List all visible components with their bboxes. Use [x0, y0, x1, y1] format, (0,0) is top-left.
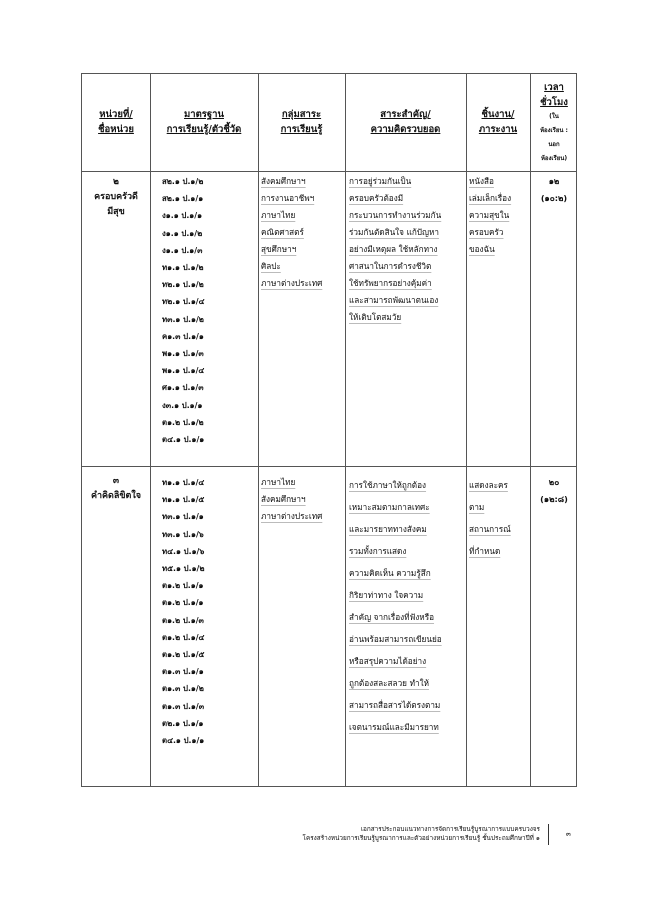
footer-line: โครงสร้างหน่วยการเรียนรู้บูรณาการและตัวอย่างหน่วยการเรียนรู้ ชั้นประถมศึกษาปีที่ ๑ [302, 834, 540, 842]
column-divider [258, 74, 259, 786]
subject: ภาษาต่างประเทศ [261, 511, 323, 521]
header-divider [82, 171, 576, 172]
indicator: ต๑.๒ ป.๑/๒ [162, 417, 204, 427]
indicator: ต๑.๒ ป.๑/๑ [162, 581, 204, 591]
indicator: ท๕.๑ ป.๑/๒ [162, 564, 205, 574]
unit-number: ๓ [112, 476, 120, 486]
task-text: หนังสือ เล่มเล็กเรื่อง ความสุขใน ครอบครัว ของฉัน [469, 176, 512, 254]
indicator: ต๑.๓ ป.๑/๑ [162, 667, 204, 677]
header-time-sub: (ใน ห้องเรียน : นอก ห้องเรียน) [540, 113, 568, 162]
unit-name: คำคิดลิขิตใจ [90, 491, 142, 501]
subject-list [261, 173, 322, 292]
indicator: ต๑.๒ ป.๑/๓ [162, 615, 204, 625]
indicator: ท๑.๑ ป.๑/๒ [162, 263, 204, 273]
curriculum-table [81, 73, 577, 787]
indicator: ท๑.๑ ป.๑/๔ [162, 478, 205, 487]
essence-text: การอยู่ร่วมกันเป็น ครอบครัวต้องมี กระบวนการทำงานร่วมกัน ร่วมกันตัดสินใจ แก้ปัญหา อย่างมีเหตุผล ใช้หลักทาง ศาสนาในการดำรงชีวิต ใช้ทรัพยากรอย่างคุ้มค่า และสามารถพัฒนาตนเอง ให้เติบโตสมวัย [349, 176, 442, 322]
indicator: ง๑.๑ ป.๑/๑ [162, 211, 203, 221]
indicator: ต๑.๓ ป.๑/๒ [162, 684, 204, 694]
row-divider [82, 466, 576, 467]
header-task: ชิ้นงาน/ ภาระงาน [478, 109, 518, 135]
essence-text: การใช้ภาษาให้ถูกต้อง เหมาะสมตามกาลเทศะ และมารยาททางสังคม รวมทั้งการแสดง ความคิดเห็น ความรู้สึก กิริยาท่าทาง ใจความ สำคัญ จากเรื่องที่ฟังหรือ อ่านพร้อมสามารถเขียนย่อ หรือสรุปความได้อย่าง ถูกต้องสละสลวย ทำให้ สามารถสื่อสารได้ตรงตาม เจตนารมณ์และมีมารยาท [349, 480, 442, 732]
header-essence: สาระสำคัญ/ ความคิดรวบยอด [370, 109, 441, 135]
indicator: ต๑.๒ ป.๑/๑ [162, 598, 204, 608]
indicator: ส๒.๑ ป.๑/๑ [162, 194, 204, 204]
indicator: พ๑.๑ ป.๑/๔ [162, 366, 205, 376]
indicator: ท๓.๑ ป.๑/๖ [162, 529, 204, 539]
indicator-list [162, 173, 205, 448]
indicator: ง๑.๑ ป.๑/๓ [162, 245, 203, 255]
subject: ภาษาไทย [261, 477, 296, 487]
subject-list [261, 474, 322, 525]
indicator: ต๒.๑ ป.๑/๑ [162, 718, 204, 728]
indicator: ท๔.๑ ป.๑/๖ [162, 546, 205, 556]
indicator: ต๔.๑ ป.๑/๑ [162, 736, 205, 746]
subject: สังคมศึกษาฯ [261, 494, 306, 504]
indicator: ต๑.๒ ป.๑/๕ [162, 650, 205, 660]
subject: สุขศึกษาฯ [261, 244, 297, 254]
unit-cell-2 [82, 175, 150, 220]
subject: คณิตศาสตร์ [261, 227, 304, 237]
footer-text [303, 825, 540, 843]
header-standard: มาตรฐาน การเรียนรู้/ตัวชี้วัด [166, 109, 242, 135]
indicator: ท๓.๑ ป.๑/๒ [162, 314, 204, 324]
subject: การงานอาชีพฯ [261, 193, 315, 203]
indicator: พ๑.๑ ป.๑/๓ [162, 349, 204, 359]
header-subject: กลุ่มสาระ การเรียนรู้ [280, 109, 323, 135]
indicator: ท๒.๑ ป.๑/๔ [162, 297, 205, 307]
unit-number: ๒ [113, 177, 119, 187]
column-divider [466, 74, 467, 786]
time-cell: ๒๐ (๑๒:๘) [540, 477, 568, 504]
subject: ศิลปะ [261, 261, 281, 271]
page-number: ๓ [566, 830, 571, 838]
subject: ภาษาไทย [261, 210, 296, 220]
task-text: แสดงละคร ตาม สถานการณ์ ที่กำหนด [469, 480, 511, 556]
indicator: ง๑.๑ ป.๑/๒ [162, 228, 203, 238]
indicator: ต๔.๑ ป.๑/๑ [162, 435, 205, 445]
indicator: ท๒.๑ ป.๑/๒ [162, 280, 204, 290]
indicator: ต๑.๓ ป.๑/๓ [162, 701, 205, 711]
column-divider [150, 74, 151, 786]
column-divider [345, 74, 346, 786]
indicator: ท๓.๑ ป.๑/๑ [162, 512, 204, 522]
footer-line: เอกสารประกอบแนวทางการจัดการเรียนรู้บูรณาการแบบครบวงจร [360, 825, 540, 833]
subject: สังคมศึกษาฯ [261, 176, 306, 186]
indicator-list [162, 474, 205, 749]
indicator: ค๑.๓ ป.๑/๑ [162, 331, 204, 341]
indicator: ต๑.๒ ป.๑/๔ [162, 632, 205, 642]
subject: ภาษาต่างประเทศ [261, 278, 323, 288]
header-unit: หน่วยที่/ ชื่อหน่วย [98, 109, 134, 135]
unit-name: ครอบครัวดี [94, 192, 138, 202]
header-time: เวลา ชั่วโมง [540, 82, 568, 108]
indicator: ศ๑.๑ ป.๑/๓ [162, 383, 204, 393]
footer-divider [548, 824, 549, 845]
indicator: ง๓.๑ ป.๑/๑ [162, 400, 203, 410]
indicator: ส๒.๑ ป.๑/๒ [162, 177, 204, 186]
time-cell: ๑๒ (๑๐:๒) [540, 176, 568, 203]
indicator: ท๑.๑ ป.๑/๕ [162, 495, 205, 505]
unit-cell-3 [82, 474, 150, 504]
unit-name: มีสุข [107, 207, 125, 217]
